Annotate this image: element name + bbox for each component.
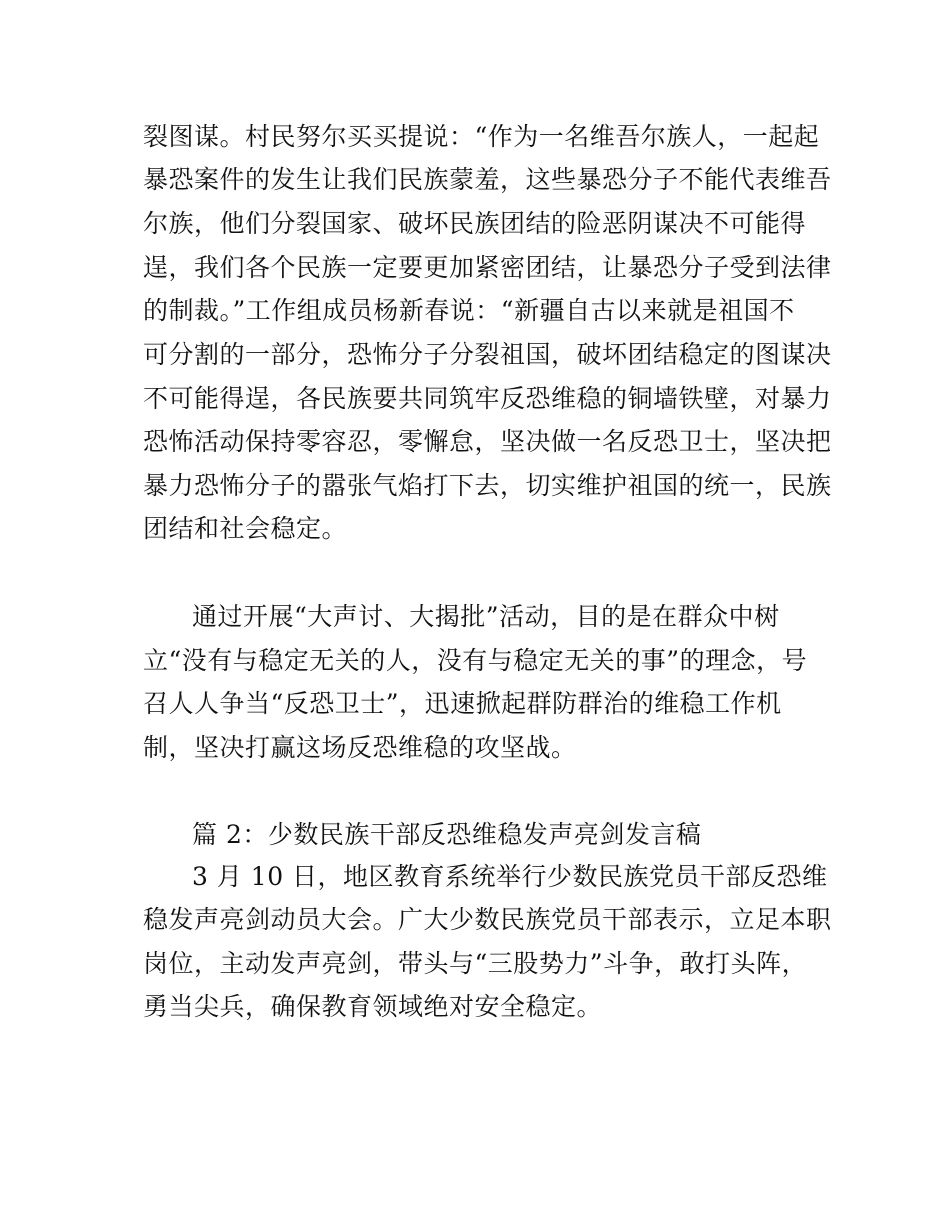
paragraph-2-line-2: 立“没有与稳定无关的人，没有与稳定无关的事”的理念，号 (143, 646, 808, 675)
paragraph-1-line-8: 恐怖活动保持零容忍，零懈怠，坚决做一名反恐卫士，坚决把 (143, 427, 832, 456)
paragraph-1-line-7: 不可能得逞，各民族要共同筑牢反恐维稳的铜墙铁壁，对暴力 (143, 384, 832, 413)
paragraph-1-line-1: 裂图谋。村民努尔买买提说：“作为一名维吾尔族人，一起起 (143, 122, 820, 151)
paragraph-4-line-4: 勇当尖兵，确保教育领域绝对安全稳定。 (143, 992, 603, 1021)
paragraph-1-line-6: 可分割的一部分，恐怖分子分裂祖国，破坏团结稳定的图谋决 (143, 340, 832, 369)
paragraph-2-line-3: 召人人争当“反恐卫士”，迅速掀起群防群治的维稳工作机 (143, 689, 782, 718)
paragraph-4-line-3: 岗位，主动发声亮剑，带头与“三股势力”斗争，敢打头阵， (143, 949, 808, 978)
paragraph-1-line-3: 尔族，他们分裂国家、破坏民族团结的险恶阴谋决不可能得 (143, 209, 807, 238)
paragraph-4-line-1: 3 月 10 日，地区教育系统举行少数民族党员干部反恐维 (192, 862, 828, 891)
section-heading: 篇 2：少数民族干部反恐维稳发声亮剑发言稿 (192, 820, 702, 849)
paragraph-2-line-4: 制，坚决打赢这场反恐维稳的攻坚战。 (143, 733, 577, 762)
paragraph-1-line-4: 逞，我们各个民族一定要更加紧密团结，让暴恐分子受到法律 (143, 253, 832, 282)
paragraph-1-line-10: 团结和社会稳定。 (143, 514, 348, 543)
paragraph-4-line-2: 稳发声亮剑动员大会。广大少数民族党员干部表示，立足本职 (143, 905, 832, 934)
paragraph-1-line-2: 暴恐案件的发生让我们民族蒙羞，这些暴恐分子不能代表维吾 (143, 165, 832, 194)
paragraph-1-line-5: 的制裁。”工作组成员杨新春说：“新疆自古以来就是祖国不 (143, 296, 795, 325)
paragraph-2-line-1: 通过开展“大声讨、大揭批”活动，目的是在群众中树 (192, 602, 780, 631)
paragraph-1-line-9: 暴力恐怖分子的嚣张气焰打下去，切实维护祖国的统一，民族 (143, 471, 832, 500)
